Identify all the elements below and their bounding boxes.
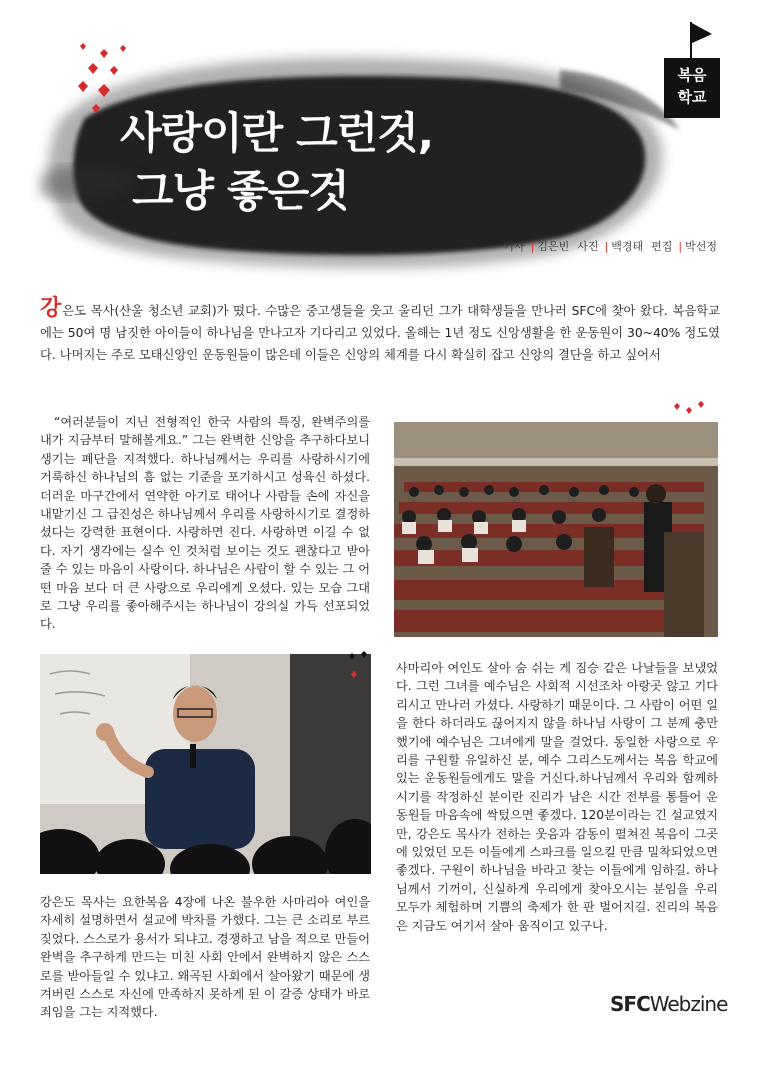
body-paragraph-left-2: 강은도 목사는 요한복음 4장에 나온 불우한 사마리아 여인을 자세히 설명하면서 설교에 박차를 가했다. 그는 큰 소리로 부르짖었다. 스스로가 용서가 되냐고. 경쟁하고 남을 적으로 만들어 완벽을 추구하게 만드는 미친 사회 안에서 완벽하지 않은 스스로를 받아들일 수 있냐고. 왜곡된 사회에서 살아왔기 때문에 생겨버린 스스로 자신에 만족하지 못하게 된 이 갈증 상태가 바로 죄임을 그는 지적했다. — [40, 895, 370, 1020]
article-title-line-1: 사랑이란 그런것, — [120, 109, 434, 159]
credit-editor: 박선정 — [685, 240, 717, 253]
heart-decoration-icon — [345, 650, 375, 690]
section-tag-line-2: 학교 — [677, 88, 707, 106]
logo-webzine: Webzine — [649, 992, 728, 1016]
credit-reporter: 김은빈 — [537, 240, 570, 253]
credit-editor-label: 편집 — [651, 240, 673, 253]
intro-paragraph — [40, 298, 720, 366]
heart-decoration-icon — [670, 400, 710, 422]
credit-photo-label: 사진 — [577, 240, 599, 253]
section-tag — [664, 58, 720, 118]
flag-icon — [690, 22, 714, 46]
body-paragraph-left-1: “여러분들이 지닌 전형적인 한국 사람의 특징, 완벽주의를 내가 지금부터 말해볼게요.” 그는 완벽한 신앙을 추구하다보니 생기는 폐단을 지적했다. 하나님께서는 우리를 사랑하시기에 거룩하신 하나님의 흠 없는 기준을 포기하시고 성육신 하셨다. 더러운 마구간에서 연약한 아기로 태어나 사람들 손에 자신을 내맡기신 그 급진성은 하나님께서 우리를 사랑하시기로 결정하셨다는 강력한 표현이다. 사랑하면 진다. 사랑하면 이길 수 없다. 자기 생각에는 실수 인 것처럼 보이는 것도 괜찮다고 받아 줄 수 있는 마음이 사랑이다. 하나님은 사람이 할 수 있는 그 어떤 마음 보다 더 큰 사랑으로 우리에게 오셨다. 있는 모습 그대로 그냥 우리를 좋아해주시는 하나님이 강의실 가득 선포되었다. — [40, 415, 370, 632]
photo-speaker — [40, 654, 371, 874]
section-tag-line-1: 복음 — [677, 66, 707, 84]
logo-sfc: SFC — [610, 992, 650, 1016]
photo-auditorium — [394, 422, 718, 637]
intro-text: 은도 목사(산울 청소년 교회)가 떴다. 수많은 중고생들을 웃고 울리던 그가 대학생들을 만나러 SFC에 찾아 왔다. 복음학교에는 50여 명 남짓한 아이들이 하나님을 만나고자 기다리고 있었다. 올해는 1년 정도 신앙생활을 한 운동원이 30~40% 정도였다. 나머지는 주로 모태신앙인 운동원들이 많은데 이들은 신앙의 체계를 다시 확실히 잡고 신앙의 결단을 하고 싶어서 — [40, 304, 720, 362]
credits: 기사 | 김은빈 사진 | 백경태 편집 | 박선정 — [503, 240, 717, 253]
credit-reporter-label: 기사 — [503, 240, 525, 253]
drop-cap: 강 — [40, 296, 62, 321]
webzine-logo — [610, 992, 727, 1016]
article-title-line-2: 그냥 좋은것 — [132, 167, 349, 217]
credit-photographer: 백경태 — [611, 240, 644, 253]
body-paragraph-right-1: 사마리아 여인도 살아 숨 쉬는 게 짐승 같은 나날들을 보냈었다. 그런 그녀를 예수님은 사회적 시선조차 아랑곳 않고 기다리시고 만나러 가셨다. 사랑하기 때문이다. 그 사람이 어떤 일을 한다 하더라도 끊어지지 않을 하나님 사랑이 그 분께 충만 했기에 예수님은 그녀에게 말을 걸었다. 동일한 사랑으로 우리를 구원할 유일하신 분, 예수 그리스도께서는 복음 학교에 있는 운동원들에게도 말을 거신다.하나님께서 우리와 함께하시기를 작정하신 분이란 진리가 남은 시간 전부를 통틀어 운동원들 마음속에 싹텄으면 좋겠다. 120분이라는 긴 설교였지만, 강은도 목사가 전하는 웃음과 감동이 펼쳐진 복음이 그곳에 있었던 모든 이들에게 스파크를 일으킬 만큼 밀착되었으면 좋겠다. 구원이 하나님을 바라고 찾는 이들에게 임하길. 하나님께서 기꺼이, 신실하게 우리에게 찾아오시는 분임을 우리 모두가 체험하며 기쁨의 축제가 한 판 벌어지길. 진리의 복음은 지금도 여기서 살아 움직이고 있구나. — [396, 661, 718, 933]
